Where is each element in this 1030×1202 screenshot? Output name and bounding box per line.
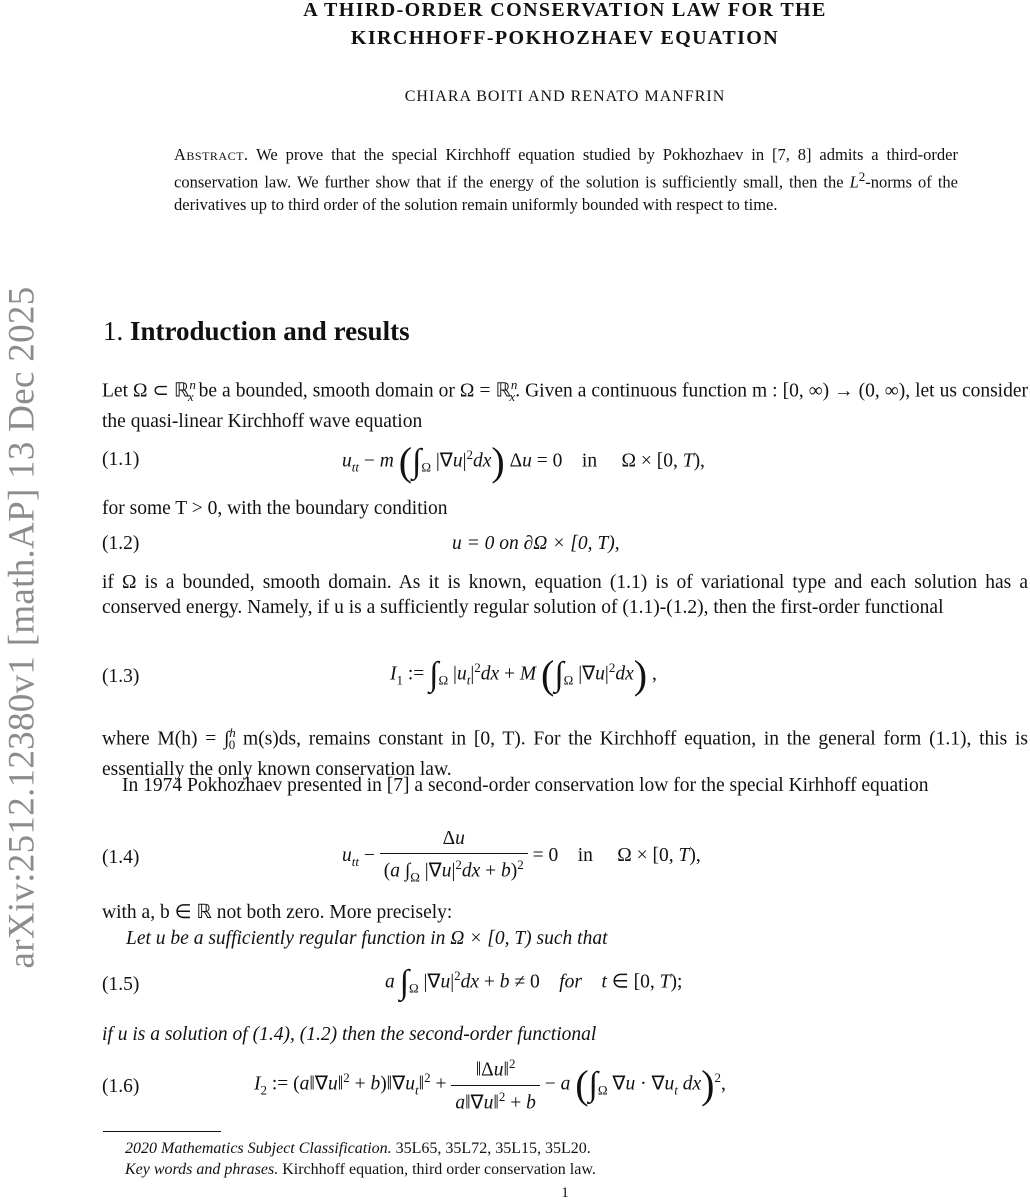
paragraph-6: with a, b ∈ ℝ not both zero. More precisely:	[102, 902, 453, 923]
abstract: Abstract. We prove that the special Kirchhoff equation studied by Pokhozhaev in [7, 8] admits a third-order conservation law. We further show that if the energy of the solution is sufficiently small, then the $L^2$-norms of the derivatives up to third order of the solution remain uniformly bounded with respect to time.	[174, 145, 958, 214]
footnote-rule	[103, 1131, 221, 1132]
paragraph-5: In 1974 Pokhozhaev presented in [7] a second-order conservation low for the special Kirhhoff equation	[122, 775, 929, 796]
paragraph-3: if Ω is a bounded, smooth domain. As it is known, equation (1.1) is of variational type and each solution has a conserved energy. Namely, if u is a sufficiently regular solution of (1.1)-(1.2), then the first-order functional	[102, 572, 1028, 618]
equation-1-6: $I_2$ := (a‖∇u‖$^2$ + $b)‖\nabla u_t‖^2$ + $\frac{‖\Delta u‖^2}{a‖\nabla u‖^2 + b}$ − a ($\int_\Omega$ $\nabla u \cdot \nabla u_t$ dx)$^2$,	[254, 1056, 726, 1113]
paragraph-2: for some T > 0, with the boundary condition	[102, 498, 448, 519]
equation-1-5: a $\int_\Omega$ $|\nabla u|^2dx + b \ne 0$ for t ∈ [0, T);	[385, 964, 683, 1002]
equation-1-4: $u_{tt}$ − $\frac{\Delta u}{(a \int_\Omega |\nabla u|^2dx + b)^2}$ = 0 in Ω × [0, T),	[342, 828, 701, 885]
paragraph-4: where M(h) = ∫$^h_0$ m(s)ds, remains constant in [0, T). For the Kirchhoff equation, in the general form (1.1), this is essentially the only known conservation law.	[102, 725, 1028, 781]
keywords-label: Key words and phrases.	[125, 1161, 279, 1178]
arxiv-stamp: arXiv:2512.12380v1 [math.AP] 13 Dec 2025	[1, 286, 43, 969]
equation-1-1: $u_{tt} - m$ ($\int_\Omega$ $|\nabla u|^2dx$) Δu = 0 in Ω × [0, T),	[342, 439, 705, 485]
p1-text-a: Let Ω ⊂ ℝ	[102, 380, 190, 402]
p4-text-a: where M(h) = ∫	[102, 728, 230, 750]
authors: CHIARA BOITI AND RENATO MANFRIN	[404, 88, 726, 105]
abstract-text-b: -norms of the derivatives up to third order of the solution remain uniformly bounded with respect to time.	[174, 172, 958, 214]
eq-number-1-2: (1.2)	[102, 533, 140, 554]
title-line-2: KIRCHHOFF-POKHOZHAEV EQUATION	[350, 27, 780, 49]
footnote-keywords	[125, 1161, 596, 1179]
eq-number-1-6: (1.6)	[102, 1076, 140, 1097]
title-line-1: A THIRD-ORDER CONSERVATION LAW FOR THE	[303, 0, 827, 21]
eq-number-1-1: (1.1)	[102, 449, 140, 470]
eq-number-1-3: (1.3)	[102, 666, 140, 687]
paragraph-1: Let Ω ⊂ ℝ$^n_x$ be a bounded, smooth domain or Ω = ℝ$^n_x$. Given a continuous function m : [0, ∞) → (0, ∞), let us consider the quasi-linear Kirchhoff wave equation	[102, 377, 1028, 433]
footnote-msc	[125, 1140, 591, 1158]
section-number: 1.	[103, 316, 124, 346]
abstract-label: Abstract.	[174, 145, 249, 164]
eq-number-1-4: (1.4)	[102, 847, 140, 868]
paragraph-7: Let u be a sufficiently regular function in Ω × [0, T) such that	[126, 928, 608, 949]
p1-text-b: be a bounded, smooth domain or Ω = ℝ	[193, 380, 511, 402]
p1-text-c: . Given a continuous function m : [0, ∞) → (0, ∞), let us consider the quasi-linear Kirchhoff wave equation	[102, 380, 1028, 433]
msc-codes: 35L65, 35L72, 35L15, 35L20.	[391, 1140, 591, 1157]
keywords-text: Kirchhoff equation, third order conservation law.	[278, 1161, 596, 1178]
section-heading	[103, 316, 410, 347]
page-number: 1	[561, 1185, 569, 1201]
paper-title	[100, 0, 1030, 52]
eq-number-1-5: (1.5)	[102, 974, 140, 995]
p4-text-b: m(s)ds, remains constant in [0, T). For the Kirchhoff equation, in the general form (1.1), this is essentially the only known conservation law.	[102, 728, 1028, 781]
equation-1-3: $I_1$ := $\int_\Omega$ $|u_t|^2dx + M$ ($\int_\Omega$ $|\nabla u|^2dx$) ,	[390, 652, 657, 698]
equation-1-2: u = 0 on ∂Ω × [0, T),	[452, 533, 620, 554]
section-title: Introduction and results	[130, 316, 410, 346]
msc-label: 2020 Mathematics Subject Classification.	[125, 1140, 392, 1157]
abstract-text-a: We prove that the special Kirchhoff equation studied by Pokhozhaev in [7, 8] admits a third-order conservation law. We further show that if the energy of the solution is sufficiently small, then the	[174, 145, 958, 192]
paragraph-8: if u is a solution of (1.4), (1.2) then the second-order functional	[102, 1024, 597, 1045]
